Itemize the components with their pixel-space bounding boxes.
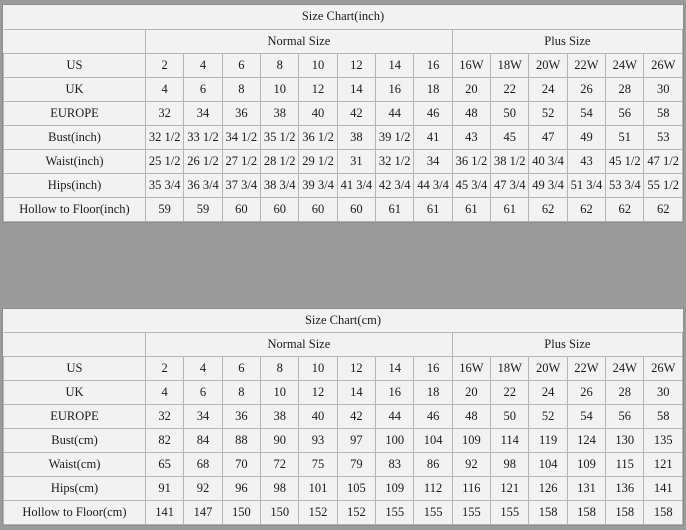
cell: 150 xyxy=(222,501,260,525)
table-row xyxy=(4,381,683,405)
cell: 31 xyxy=(337,149,375,173)
cell: 68 xyxy=(184,453,222,477)
cell: 86 xyxy=(414,453,452,477)
cell: 8 xyxy=(261,53,299,77)
cell: 40 xyxy=(299,101,337,125)
cell: 124 xyxy=(567,429,605,453)
row-label: Bust(inch) xyxy=(4,125,146,149)
cell: 101 xyxy=(299,477,337,501)
cell: 60 xyxy=(222,197,260,221)
cell: 16W xyxy=(452,53,490,77)
table-row xyxy=(4,405,683,429)
cell: 70 xyxy=(222,453,260,477)
cell: 32 xyxy=(146,101,184,125)
cell: 158 xyxy=(529,501,567,525)
cell: 158 xyxy=(606,501,644,525)
cell: 6 xyxy=(184,77,222,101)
cell: 112 xyxy=(414,477,452,501)
cell: 32 xyxy=(146,405,184,429)
cell: 12 xyxy=(337,357,375,381)
cell: 83 xyxy=(376,453,414,477)
cell: 26 xyxy=(567,77,605,101)
cell: 47 xyxy=(529,125,567,149)
cell: 155 xyxy=(376,501,414,525)
table-row xyxy=(4,77,683,101)
cell: 59 xyxy=(184,197,222,221)
cell: 48 xyxy=(452,405,490,429)
cell: 14 xyxy=(376,357,414,381)
cell: 45 1/2 xyxy=(606,149,644,173)
row-label: Waist(inch) xyxy=(4,149,146,173)
cell: 16 xyxy=(376,381,414,405)
cell: 84 xyxy=(184,429,222,453)
cell: 60 xyxy=(299,197,337,221)
cell: 10 xyxy=(299,53,337,77)
cell: 136 xyxy=(606,477,644,501)
cell: 49 3/4 xyxy=(529,173,567,197)
cell: 43 xyxy=(452,125,490,149)
cell: 45 3/4 xyxy=(452,173,490,197)
group-header-plus: Plus Size xyxy=(452,29,682,53)
cell: 62 xyxy=(529,197,567,221)
cell: 62 xyxy=(644,197,683,221)
cell: 6 xyxy=(222,357,260,381)
cell: 59 xyxy=(146,197,184,221)
cell: 34 xyxy=(414,149,452,173)
cell: 60 xyxy=(261,197,299,221)
cell: 46 xyxy=(414,101,452,125)
cell: 104 xyxy=(414,429,452,453)
row-label: US xyxy=(4,53,146,77)
chart-group-row xyxy=(4,29,683,53)
row-label: Hips(inch) xyxy=(4,173,146,197)
cell: 32 1/2 xyxy=(376,149,414,173)
cell: 54 xyxy=(567,101,605,125)
table-row xyxy=(4,149,683,173)
cell: 33 1/2 xyxy=(184,125,222,149)
cell: 56 xyxy=(606,101,644,125)
cell: 49 xyxy=(567,125,605,149)
cell: 47 3/4 xyxy=(491,173,529,197)
cell: 34 1/2 xyxy=(222,125,260,149)
cell: 58 xyxy=(644,405,683,429)
cell: 55 1/2 xyxy=(644,173,683,197)
cell: 46 xyxy=(414,405,452,429)
cell: 150 xyxy=(261,501,299,525)
table-row xyxy=(4,173,683,197)
cell: 43 xyxy=(567,149,605,173)
chart-group-row xyxy=(4,333,683,357)
table-row xyxy=(4,501,683,525)
cell: 109 xyxy=(567,453,605,477)
cell: 126 xyxy=(529,477,567,501)
cell: 47 1/2 xyxy=(644,149,683,173)
cell: 62 xyxy=(606,197,644,221)
cell: 100 xyxy=(376,429,414,453)
cell: 96 xyxy=(222,477,260,501)
cell: 2 xyxy=(146,53,184,77)
cell: 56 xyxy=(606,405,644,429)
cell: 51 3/4 xyxy=(567,173,605,197)
corner-cell xyxy=(4,29,146,53)
cell: 36 1/2 xyxy=(299,125,337,149)
cell: 34 xyxy=(184,101,222,125)
cell: 152 xyxy=(337,501,375,525)
cell: 121 xyxy=(644,453,683,477)
cell: 24W xyxy=(606,53,644,77)
cell: 104 xyxy=(529,453,567,477)
cell: 38 xyxy=(261,405,299,429)
cell: 4 xyxy=(184,53,222,77)
cell: 8 xyxy=(222,381,260,405)
cell: 45 xyxy=(491,125,529,149)
cell: 41 3/4 xyxy=(337,173,375,197)
cell: 18 xyxy=(414,381,452,405)
cell: 48 xyxy=(452,101,490,125)
cell: 53 xyxy=(644,125,683,149)
cell: 75 xyxy=(299,453,337,477)
cell: 58 xyxy=(644,101,683,125)
cell: 12 xyxy=(299,381,337,405)
group-header-normal: Normal Size xyxy=(146,333,453,357)
cell: 26 1/2 xyxy=(184,149,222,173)
cell: 26W xyxy=(644,357,683,381)
chart-title: Size Chart(inch) xyxy=(4,5,683,29)
cell: 6 xyxy=(222,53,260,77)
cell: 141 xyxy=(146,501,184,525)
cell: 26 xyxy=(567,381,605,405)
cell: 14 xyxy=(337,381,375,405)
cell: 36 1/2 xyxy=(452,149,490,173)
cell: 38 xyxy=(261,101,299,125)
cell: 130 xyxy=(606,429,644,453)
cell: 109 xyxy=(376,477,414,501)
cell: 22 xyxy=(491,381,529,405)
cell: 44 3/4 xyxy=(414,173,452,197)
cell: 158 xyxy=(644,501,683,525)
cell: 152 xyxy=(299,501,337,525)
cell: 42 3/4 xyxy=(376,173,414,197)
cell: 60 xyxy=(337,197,375,221)
cell: 20 xyxy=(452,77,490,101)
cell: 54 xyxy=(567,405,605,429)
cell: 2 xyxy=(146,357,184,381)
cell: 16 xyxy=(414,357,452,381)
cell: 52 xyxy=(529,405,567,429)
cell: 44 xyxy=(376,101,414,125)
cell: 40 xyxy=(299,405,337,429)
cell: 10 xyxy=(261,381,299,405)
cell: 147 xyxy=(184,501,222,525)
cell: 34 xyxy=(184,405,222,429)
cell: 27 1/2 xyxy=(222,149,260,173)
cell: 38 3/4 xyxy=(261,173,299,197)
cell: 155 xyxy=(414,501,452,525)
table-row xyxy=(4,357,683,381)
cell: 35 1/2 xyxy=(261,125,299,149)
chart-title-row xyxy=(4,5,683,29)
table-row xyxy=(4,53,683,77)
cell: 14 xyxy=(376,53,414,77)
cell: 30 xyxy=(644,77,683,101)
cell: 65 xyxy=(146,453,184,477)
cell: 41 xyxy=(414,125,452,149)
size-chart-inch xyxy=(2,4,684,223)
cell: 50 xyxy=(491,405,529,429)
cell: 115 xyxy=(606,453,644,477)
row-label: EUROPE xyxy=(4,101,146,125)
cell: 38 1/2 xyxy=(491,149,529,173)
cell: 37 3/4 xyxy=(222,173,260,197)
cell: 119 xyxy=(529,429,567,453)
cell: 50 xyxy=(491,101,529,125)
cell: 51 xyxy=(606,125,644,149)
cell: 10 xyxy=(299,357,337,381)
corner-cell xyxy=(4,333,146,357)
cell: 40 3/4 xyxy=(529,149,567,173)
row-label: UK xyxy=(4,381,146,405)
cell: 39 1/2 xyxy=(376,125,414,149)
cell: 121 xyxy=(491,477,529,501)
cell: 22W xyxy=(567,357,605,381)
cell: 61 xyxy=(452,197,490,221)
cell: 25 1/2 xyxy=(146,149,184,173)
cell: 38 xyxy=(337,125,375,149)
row-label: Hips(cm) xyxy=(4,477,146,501)
cell: 62 xyxy=(567,197,605,221)
group-header-normal: Normal Size xyxy=(146,29,453,53)
cell: 61 xyxy=(491,197,529,221)
cell: 28 xyxy=(606,381,644,405)
cell: 8 xyxy=(222,77,260,101)
cell: 116 xyxy=(452,477,490,501)
chart-title-row xyxy=(4,309,683,333)
table-row xyxy=(4,453,683,477)
cell: 26W xyxy=(644,53,683,77)
chart-title: Size Chart(cm) xyxy=(4,309,683,333)
cell: 52 xyxy=(529,101,567,125)
cell: 20 xyxy=(452,381,490,405)
cell: 6 xyxy=(184,381,222,405)
cell: 36 xyxy=(222,101,260,125)
cell: 28 xyxy=(606,77,644,101)
cell: 39 3/4 xyxy=(299,173,337,197)
cell: 131 xyxy=(567,477,605,501)
cell: 4 xyxy=(146,77,184,101)
table-row xyxy=(4,125,683,149)
cell: 61 xyxy=(376,197,414,221)
row-label: Bust(cm) xyxy=(4,429,146,453)
cell: 93 xyxy=(299,429,337,453)
cell: 90 xyxy=(261,429,299,453)
cell: 92 xyxy=(452,453,490,477)
table-row xyxy=(4,101,683,125)
cell: 20W xyxy=(529,53,567,77)
group-header-plus: Plus Size xyxy=(452,333,682,357)
cell: 10 xyxy=(261,77,299,101)
size-chart-table-inch xyxy=(3,5,683,222)
row-label: Hollow to Floor(cm) xyxy=(4,501,146,525)
cell: 18W xyxy=(491,357,529,381)
cell: 35 3/4 xyxy=(146,173,184,197)
cell: 88 xyxy=(222,429,260,453)
size-chart-cm xyxy=(2,308,684,527)
cell: 61 xyxy=(414,197,452,221)
cell: 24 xyxy=(529,381,567,405)
cell: 53 3/4 xyxy=(606,173,644,197)
cell: 114 xyxy=(491,429,529,453)
cell: 18W xyxy=(491,53,529,77)
cell: 91 xyxy=(146,477,184,501)
cell: 29 1/2 xyxy=(299,149,337,173)
row-label: Hollow to Floor(inch) xyxy=(4,197,146,221)
cell: 92 xyxy=(184,477,222,501)
cell: 14 xyxy=(337,77,375,101)
table-row xyxy=(4,477,683,501)
table-row xyxy=(4,429,683,453)
cell: 36 xyxy=(222,405,260,429)
cell: 30 xyxy=(644,381,683,405)
cell: 32 1/2 xyxy=(146,125,184,149)
cell: 22W xyxy=(567,53,605,77)
cell: 18 xyxy=(414,77,452,101)
cell: 97 xyxy=(337,429,375,453)
cell: 36 3/4 xyxy=(184,173,222,197)
cell: 135 xyxy=(644,429,683,453)
cell: 28 1/2 xyxy=(261,149,299,173)
cell: 12 xyxy=(299,77,337,101)
cell: 16 xyxy=(376,77,414,101)
row-label: US xyxy=(4,357,146,381)
cell: 4 xyxy=(146,381,184,405)
cell: 24W xyxy=(606,357,644,381)
cell: 79 xyxy=(337,453,375,477)
cell: 141 xyxy=(644,477,683,501)
cell: 16 xyxy=(414,53,452,77)
cell: 72 xyxy=(261,453,299,477)
row-label: EUROPE xyxy=(4,405,146,429)
cell: 155 xyxy=(491,501,529,525)
cell: 44 xyxy=(376,405,414,429)
cell: 98 xyxy=(261,477,299,501)
cell: 82 xyxy=(146,429,184,453)
size-chart-table-cm xyxy=(3,309,683,526)
cell: 155 xyxy=(452,501,490,525)
row-label: Waist(cm) xyxy=(4,453,146,477)
cell: 22 xyxy=(491,77,529,101)
table-row xyxy=(4,197,683,221)
cell: 109 xyxy=(452,429,490,453)
cell: 158 xyxy=(567,501,605,525)
cell: 12 xyxy=(337,53,375,77)
cell: 16W xyxy=(452,357,490,381)
cell: 24 xyxy=(529,77,567,101)
cell: 20W xyxy=(529,357,567,381)
cell: 42 xyxy=(337,405,375,429)
cell: 4 xyxy=(184,357,222,381)
cell: 8 xyxy=(261,357,299,381)
cell: 42 xyxy=(337,101,375,125)
row-label: UK xyxy=(4,77,146,101)
cell: 98 xyxy=(491,453,529,477)
cell: 105 xyxy=(337,477,375,501)
